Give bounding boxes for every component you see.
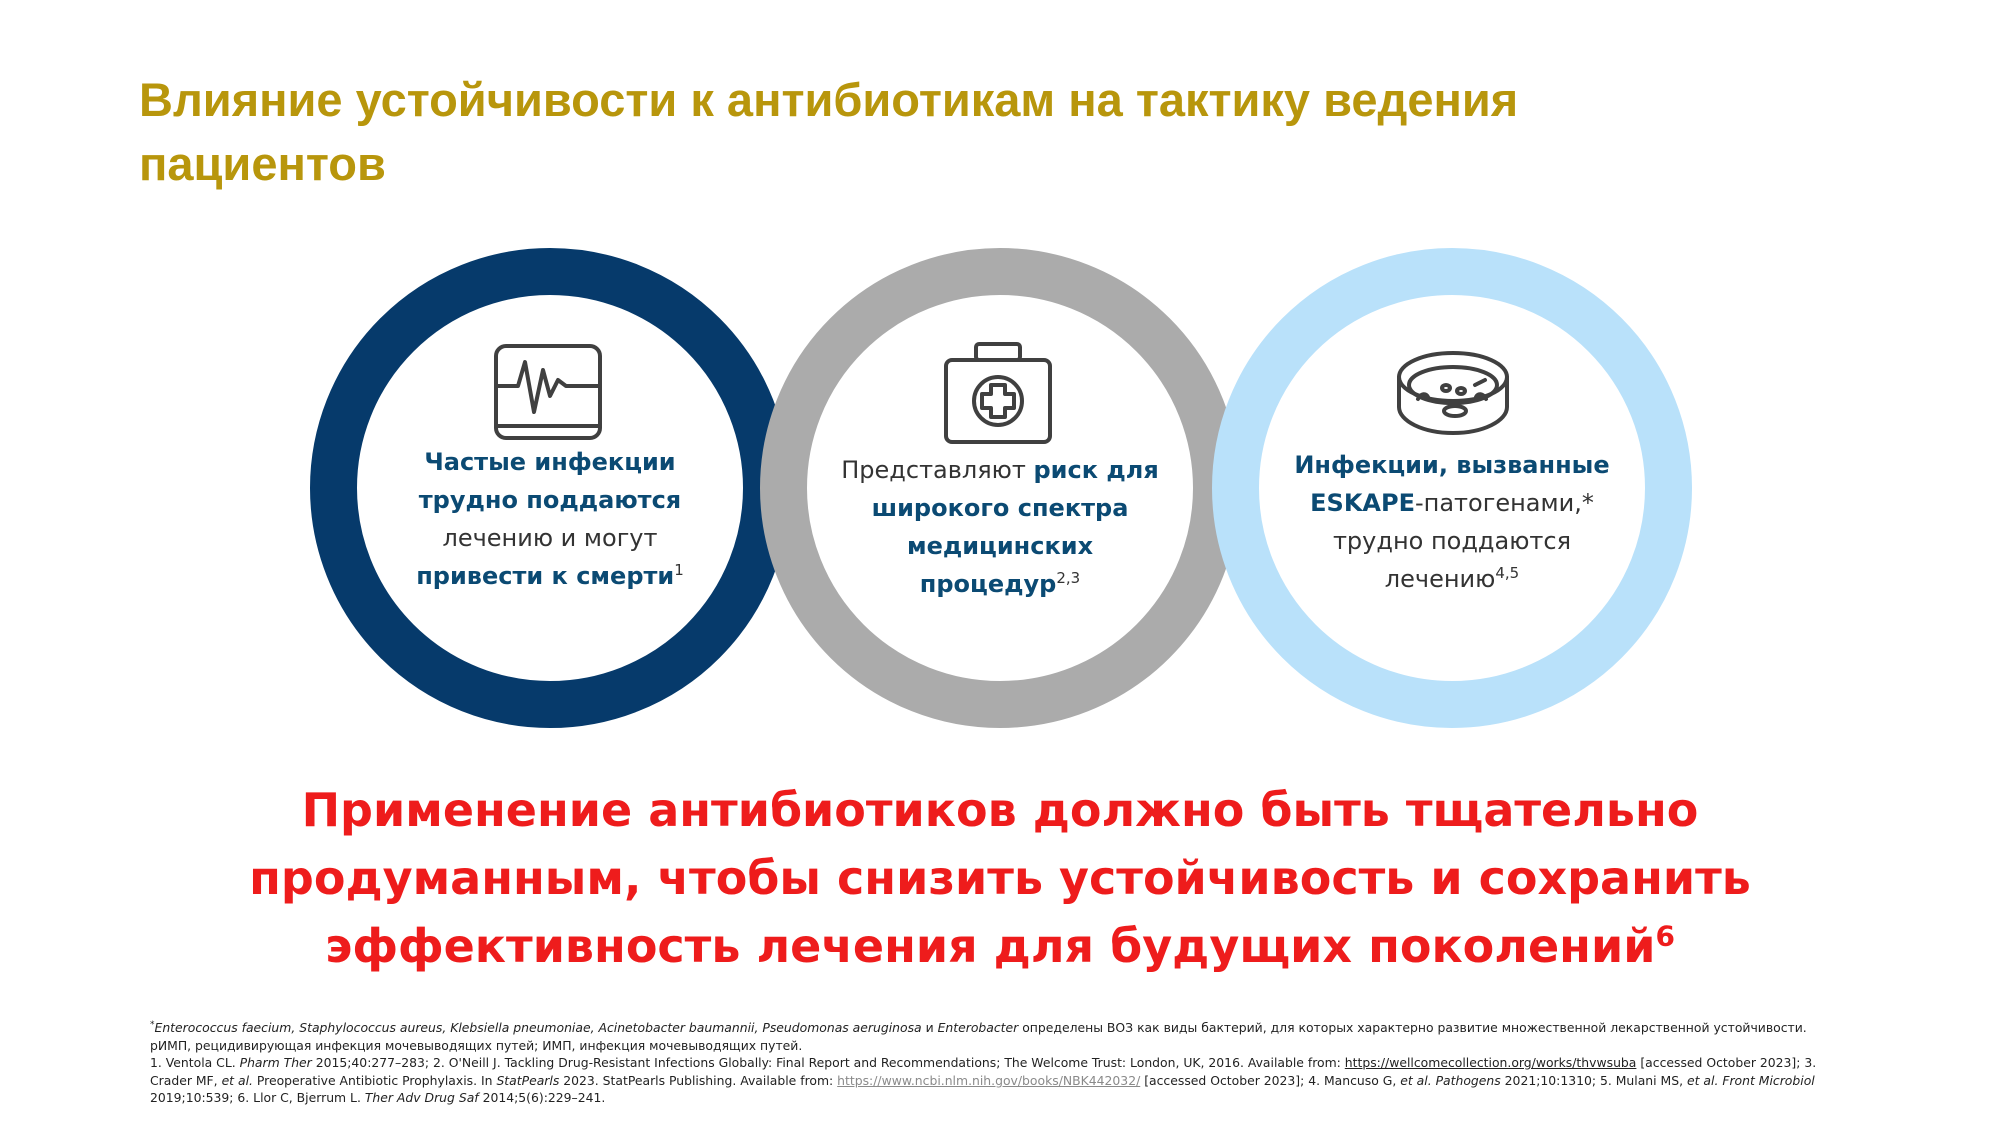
circle-1-text: Частые инфекции трудно поддаются лечению и могут привести к смерти$^1$ <box>416 448 684 590</box>
circle-2-text: Представляют риск для широкого спектра медицинских процедур$^{2,3}$ <box>841 456 1159 598</box>
reference-link-wellcome[interactable]: https://wellcomecollection.org/works/thvwsuba <box>1344 1055 1637 1071</box>
circle-3-text: Инфекции, вызванные ESKAPE-патогенами,* трудно поддаются лечению$^{4,5}$ <box>1294 451 1610 593</box>
footnote-references: 1. Ventola CL. Pharm Ther 2015;40:277–283; 2. O'Neill J. Tackling Drug-Resistant Infections Globally: Final Report and Recommendations; The Welcome Trust: London, UK, 2016. Available from: https://wellcomecollection.org/works/thvwsuba [accessed October 2023]; 3. Crader MF, et al. Preoperative Antibiotic Prophylaxis. In StatPearls 2023. StatPearls Publishing. Available from: https://www.ncbi.nlm.nih.gov/books/NBK442032/ [accessed October 2023]; 4. Mancuso G, et al. Pathogens 2021;10:1310; 5. Mulani MS, et al. Front Microbiol 2019;10:539; 6. Llor C, Bjerrum L. Ther Adv Drug Saf 2014;5(6):229–241. <box>150 1055 1817 1106</box>
reference-link-ncbi[interactable]: https://www.ncbi.nlm.nih.gov/books/NBK442032/ <box>837 1072 1141 1088</box>
slide-title: Влияние устойчивости к антибиотикам на тактику ведения пациентов <box>139 73 1519 190</box>
heart-monitor-icon <box>488 340 608 450</box>
conclusion-statement: Применение антибиотиков должно быть тщательно продуманным, чтобы снизить устойчивость и сохранить эффективность лечения для будущих поколений$^6$ <box>249 783 1751 973</box>
petri-dish-icon <box>1393 345 1513 455</box>
footnotes <box>150 1017 1840 1107</box>
footnote-abbreviations: рИМП, рецидивирующая инфекция мочевыводящих путей; ИМП, инфекция мочевыводящих путей. <box>150 1037 803 1053</box>
first-aid-kit-icon <box>938 340 1058 450</box>
footnote-eskape: *Enterococcus faecium, Staphylococcus aureus, Klebsiella pneumoniae, Acinetobacter baumannii, Pseudomonas aeruginosa и Enterobacter определены ВОЗ как виды бактерий, для которых характерно развитие множественной лекарственной устойчивости. <box>150 1020 1807 1036</box>
